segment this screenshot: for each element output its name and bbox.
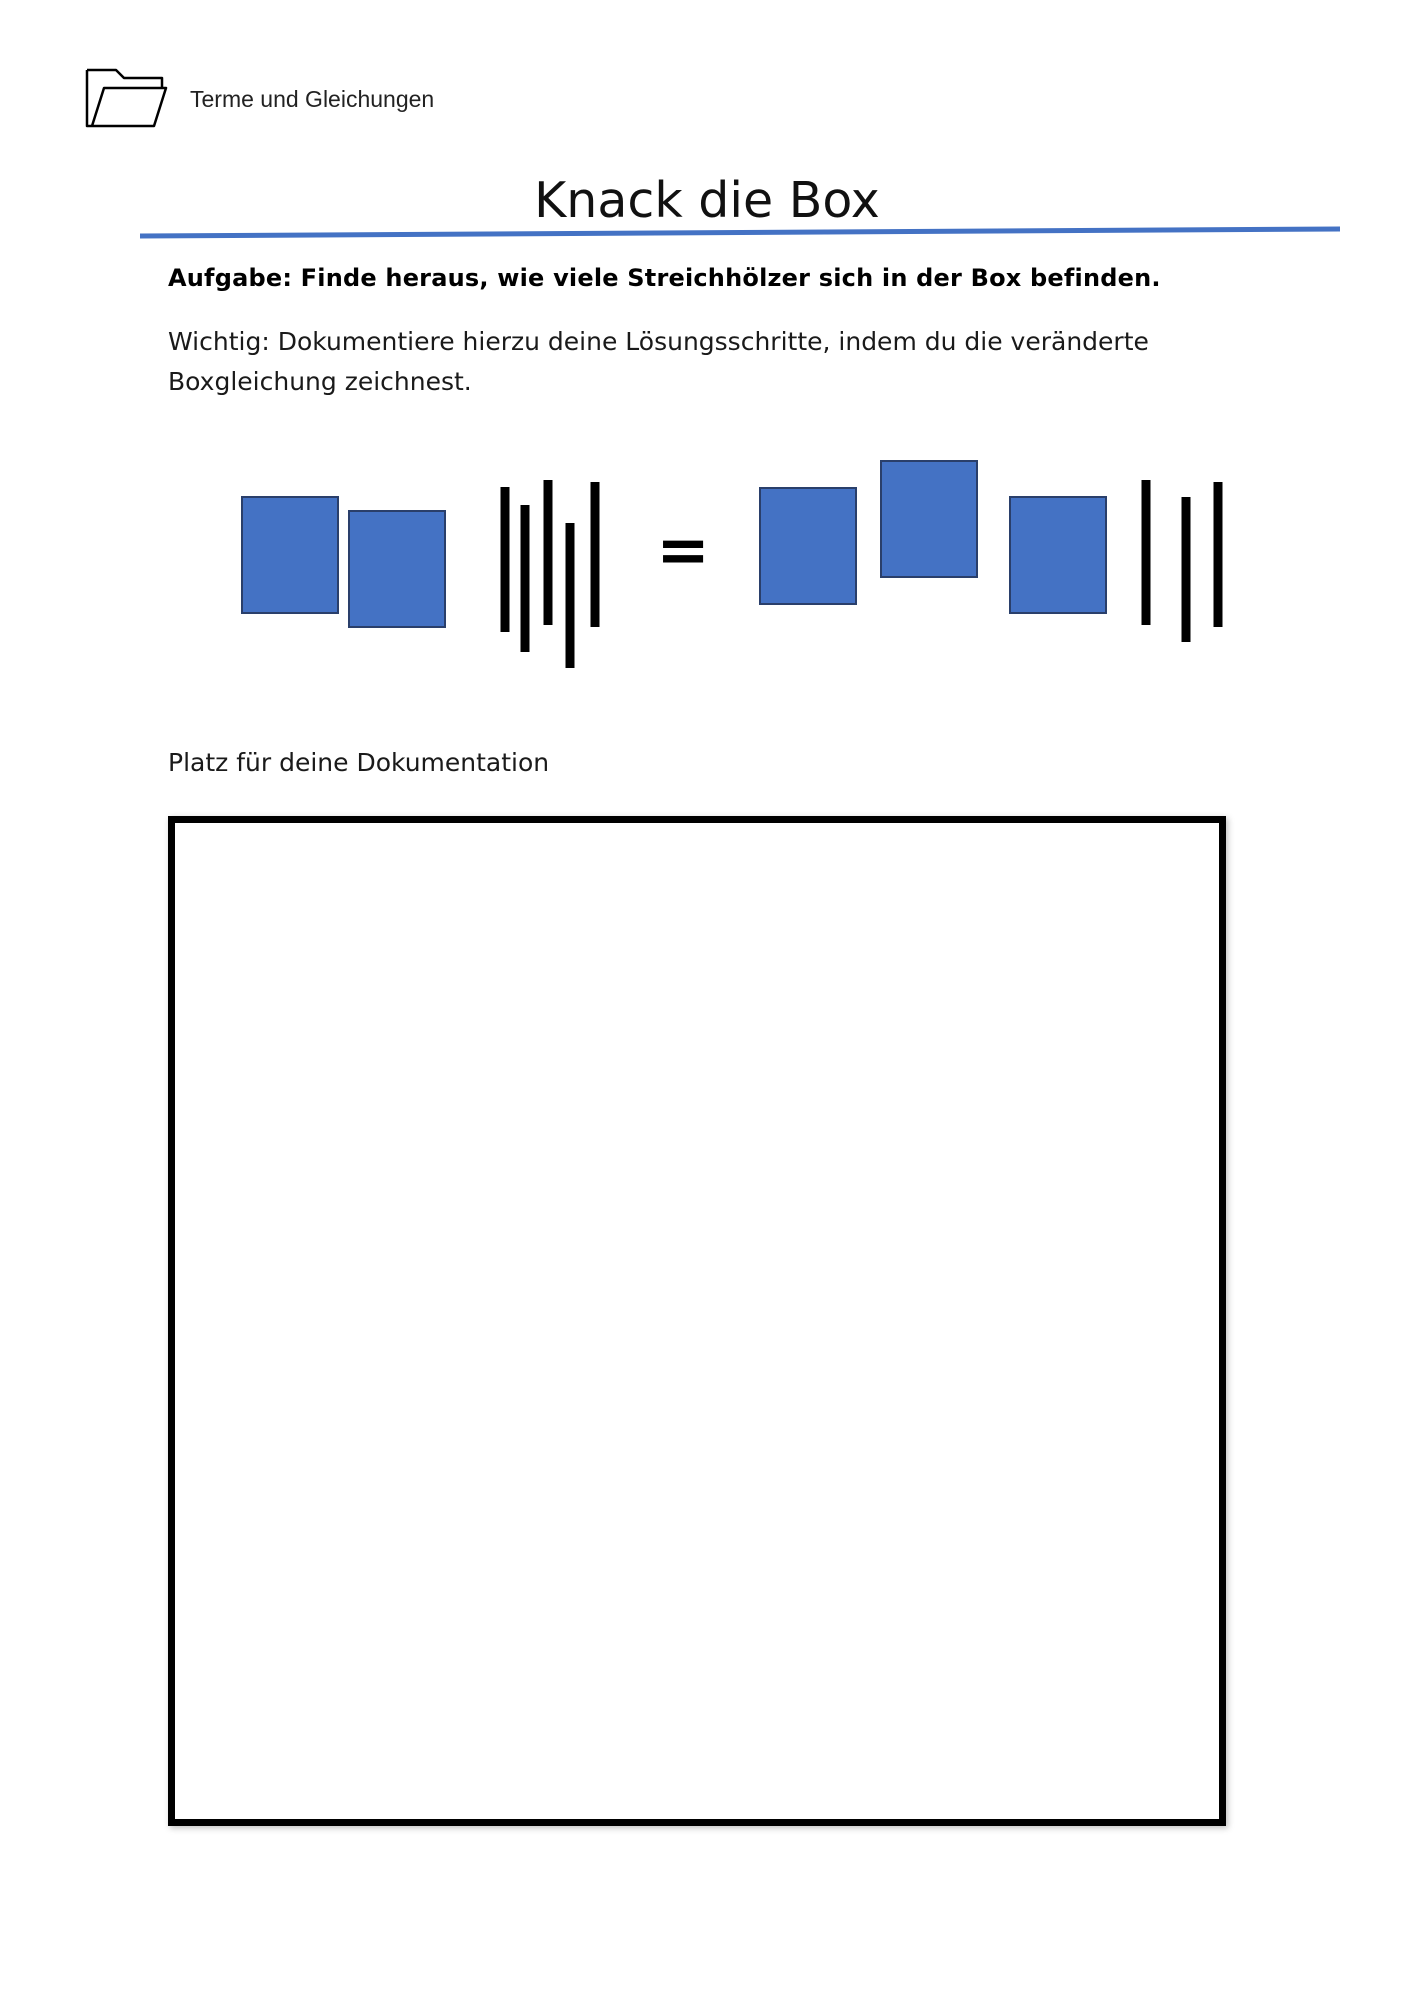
page-title: Knack die Box	[534, 172, 880, 229]
matchbox-right-2	[881, 461, 977, 577]
important-note: Wichtig: Dokumentiere hierzu deine Lösungsschritte, indem du die veränderte Boxgleichung zeichnest.	[168, 327, 1149, 396]
documentation-label: Platz für deine Dokumentation	[168, 748, 550, 777]
matchbox-left-2	[349, 511, 445, 627]
matchbox-right-1	[760, 488, 856, 604]
matchbox-right-3	[1010, 497, 1106, 613]
equals-sign: =	[656, 514, 710, 588]
header-topic: Terme und Gleichungen	[190, 86, 435, 112]
documentation-area[interactable]	[168, 816, 1226, 1826]
box-equation	[0, 440, 1414, 680]
matchbox-left-1	[242, 497, 338, 613]
task-text: Aufgabe: Finde heraus, wie viele Streichhölzer sich in der Box befinden.	[168, 264, 1161, 292]
